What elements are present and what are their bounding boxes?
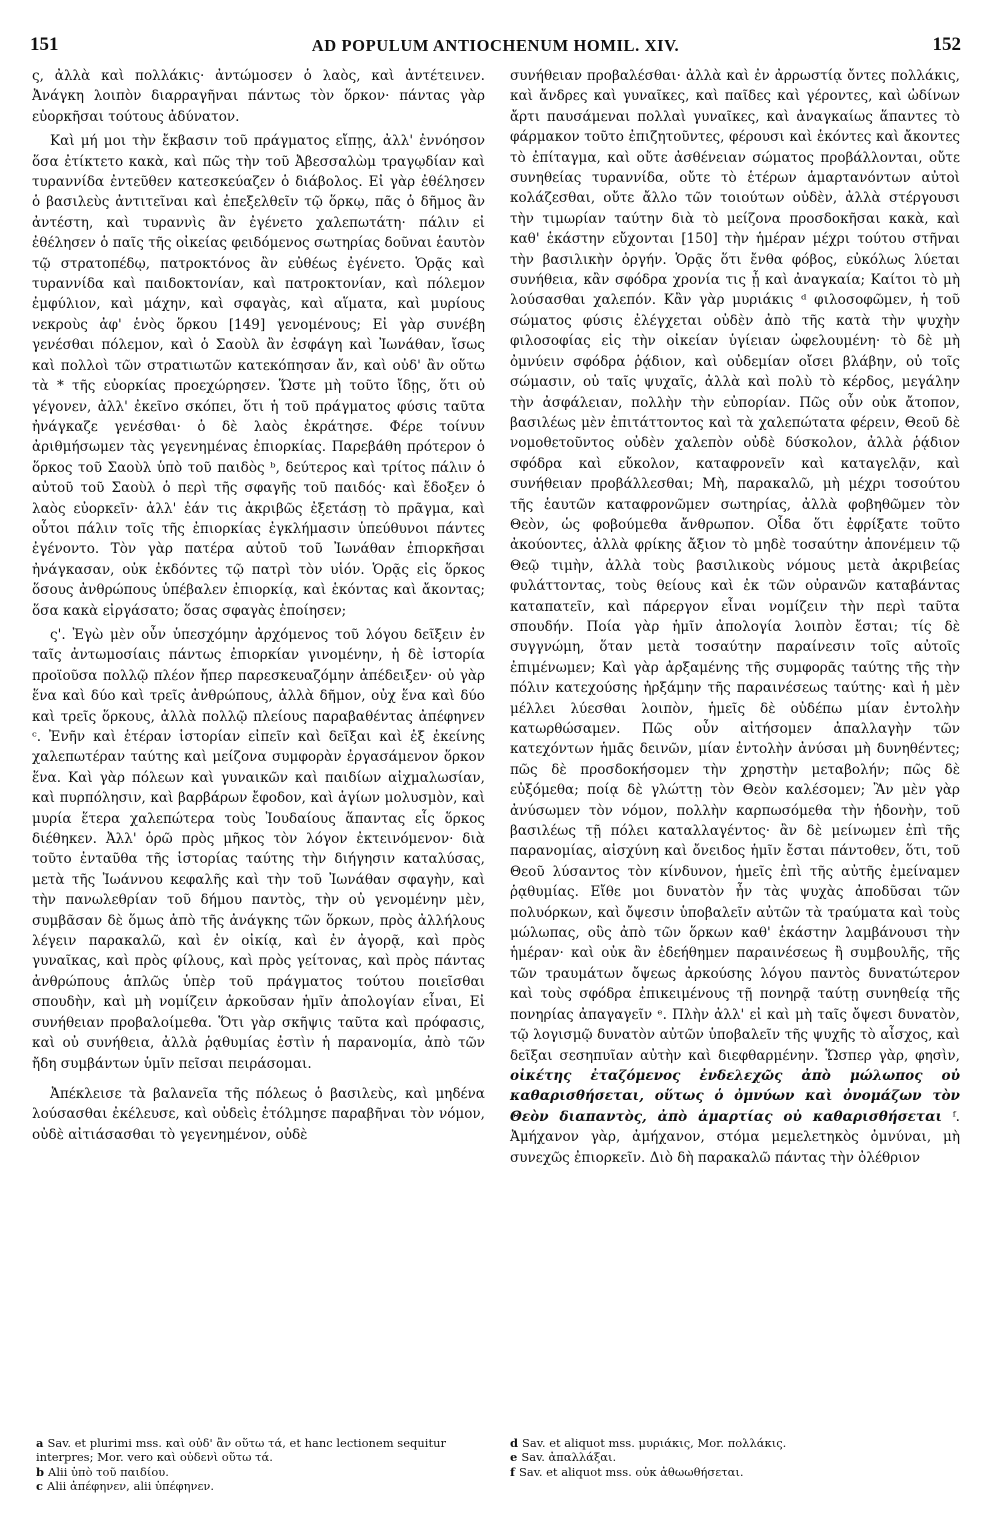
running-header xyxy=(30,34,961,58)
footnote xyxy=(510,1450,950,1464)
footnote-text: Alii ὑπὸ τοῦ παιδίου. xyxy=(48,1464,169,1479)
footnote xyxy=(36,1465,476,1479)
right-text-column xyxy=(510,66,960,1168)
paragraph: Καὶ μή μοι τὴν ἔκβασιν τοῦ πράγματος εἴπῃς, ἀλλ' ἐννόησον ὅσα ἐτίκτετο κακὰ, καὶ πῶς τὴν τοῦ Ἀβεσσαλὼμ τραγῳδίαν καὶ τυραννίδα ἐντεῦθεν κατεσκεύαζεν ὁ διάβολος. Εἰ γὰρ ἐθέλησεν ὁ βασιλεὺς ἀντιτεῖναι καὶ ἐπεξελθεῖν τῷ ὅρκῳ, πᾶς ὁ δῆμος ἂν ἀντέστη, καὶ τυραννὶς ἂν ἐγένετο χαλεπωτάτη· πάλιν εἰ ἐθέλησεν ὁ παῖς τῆς οἰκείας φειδόμενος σωτηρίας δοῦναι ἑαυτὸν τῷ στρατοπέδῳ, πατροκτόνος ἂν εὐθέως ἐγένετο. Ὁρᾷς καὶ τυραννίδα καὶ παιδοκτονίαν, καὶ πατροκτονίαν, καὶ πόλεμον ἐμφύλιον, καὶ μάχην, καὶ σφαγὰς, καὶ αἵματα, καὶ μυρίους νεκροὺς ἀφ' ἑνὸς ὅρκου [149] γενομένους; Εἰ γὰρ συνέβη γενέσθαι πόλεμον, καὶ ὁ Σαοὺλ ἂν ἐσφάγη καὶ Ἰωνάθαν, ἴσως καὶ πολλοὶ τῶν στρατιωτῶν κατεκόπησαν ἄν, καὶ οὐδ' ἂν οὕτω τὰ * τῆς εὐορκίας προεχώρησεν. Ὥστε μὴ τοῦτο ἴδῃς, ὅτι οὐ γέγονεν, ἀλλ' ἐκεῖνο σκόπει, ὅτι ἡ τοῦ πράγματος φύσις ταῦτα ἠνάγκαζε γενέσθαι· ὁ δὲ λαὸς ἐκράτησε. Φέρε τοίνυν ἀριθμήσωμεν τὰς γεγενημένας ἐπιορκίας. Παρεβάθη πρότερον ὁ ὅρκος τοῦ Σαοὺλ ὑπὸ τοῦ παιδὸς ᵇ, δεύτερος καὶ τρίτος πάλιν ὁ αὐτοῦ τοῦ Σαοὺλ ὁ περὶ τῆς σφαγῆς τοῦ παιδός· καὶ ἔδοξεν ὁ λαὸς εὐορκεῖν· ἀλλ' ἐάν τις ἀκριβῶς ἐξετάσῃ τὸ πρᾶγμα, καὶ οὗτοι πάλιν τοῖς τῆς ἐπιορκίας ἐγκλήμασιν ὑπεύθυνοι πάντες ἐγένοντο. Τὸν γὰρ πατέρα αὐτοῦ τοῦ Ἰωνάθαν ἐπιορκῆσαι ἠνάγκασαν, οὐκ ἐκδόντες τῷ πατρὶ τὸν υἱόν. Ὁρᾷς εἰς ὅρκος ὅσους ἀνθρώπους ὑπέβαλεν ἐπιορκίᾳ, καὶ ἑκόντας καὶ ἄκοντας; ὅσα κακὰ εἰργάσατο; ὅσας σφαγὰς ἐποίησεν; xyxy=(32,133,485,619)
text-run: ᶠ. Ἀμήχανον γὰρ, ἀμήχανον, στόμα μεμελετηκὸς ὀμνύναι, μὴ συνεχῶς ἐπιορκεῖν. Διὸ δὴ παρακαλῶ πάντας τὴν ὀλέθριον xyxy=(510,1108,960,1166)
scripture-quotation: οἰκέτης ἐταζόμενος ἐνδελεχῶς ἀπὸ μώλωπος οὐ καθαρισθήσεται, οὕτως ὁ ὀμνύων καὶ ὀνομάζων τὸν Θεὸν διαπαντὸς, ἀπὸ ἁμαρτίας οὐ καθαρισθήσεται xyxy=(510,1067,960,1125)
running-title: AD POPULUM ANTIOCHENUM HOMIL. XIV. xyxy=(311,36,680,55)
footnote-text: Alii ἀπέφηνεν, alii ὑπέφηνεν. xyxy=(47,1479,215,1494)
paragraph: ς, ἀλλὰ καὶ πολλάκις· ἀντώμοσεν ὁ λαὸς, καὶ ἀντέτεινεν. Ἀνάγκη λοιπὸν διαρραγῆναι πάντως τὸν ὅρκον· πάντας γὰρ εὐορκῆσαι τούτους ἀδύνατον. xyxy=(32,68,485,125)
page-number-left: 151 xyxy=(30,34,59,55)
footnote xyxy=(510,1436,950,1450)
footnote xyxy=(36,1436,476,1465)
paragraph: Ἀπέκλεισε τὰ βαλανεῖα τῆς πόλεως ὁ βασιλεὺς, καὶ μηδένα λούσασθαι ἐκέλευσε, καὶ οὐδεὶς ἐτόλμησε παραβῆναι τὸν νόμον, οὐδὲ αἰτιάσασθαι τὸ γεγενημένον, οὐδὲ xyxy=(32,1085,485,1143)
footnotes-left xyxy=(36,1436,476,1494)
footnote-text: Sav. ἀπαλλάξαι. xyxy=(521,1450,617,1465)
footnote xyxy=(510,1465,950,1479)
page-number-right: 152 xyxy=(932,34,961,55)
left-text-column xyxy=(32,66,485,1145)
footnote-mark: e xyxy=(510,1450,518,1465)
footnote-mark: c xyxy=(36,1479,44,1494)
footnote xyxy=(36,1479,476,1493)
footnote-text: Sav. et plurimi mss. καὶ οὐδ' ἂν οὕτω τά, et hanc lectionem sequitur interpres; Mor. vero καὶ οὐδενὶ οὕτω τά. xyxy=(36,1436,446,1465)
footnote-mark: d xyxy=(510,1436,519,1450)
footnote-mark: b xyxy=(36,1464,45,1479)
footnote-mark: a xyxy=(36,1436,44,1450)
footnote-mark: f xyxy=(510,1464,515,1479)
paragraph xyxy=(510,66,960,1168)
footnotes-right xyxy=(510,1436,950,1479)
footnote-text: Sav. et aliquot mss. μυριάκις, Mor. πολλάκις. xyxy=(522,1436,787,1450)
paragraph: ς'. Ἐγὼ μὲν οὖν ὑπεσχόμην ἀρχόμενος τοῦ λόγου δεῖξειν ἐν ταῖς ἀντωμοσίαις πάντως ἐπιορκίαν γινομένην, ἡ δὲ ἱστορία προϊοῦσα πολλῷ πλέον ἤπερ παρεσκευαζόμην ἀπέδειξεν· οὐ γὰρ ἕνα καὶ δύο καὶ τρεῖς ἀνθρώπους, ἀλλὰ δῆμον, οὐχ ἕνα καὶ δύο καὶ τρεῖς ὅρκους, ἀλλὰ πολλῷ πλείους παραβαθέντας ἀπέφηνεν ᶜ. Ἐνῆν καὶ ἑτέραν ἱστορίαν εἰπεῖν καὶ δεῖξαι καὶ ἐξ ἐκείνης χαλεπωτέραν ταύτης καὶ μείζονα συμφορὰν ἐργασάμενον ὅρκον ἕνα. Καὶ γὰρ πόλεων καὶ γυναικῶν καὶ παιδίων αἰχμαλωσίαν, καὶ πυρπόλησιν, καὶ βαρβάρων ἔφοδον, καὶ ἁγίων μολυσμὸν, καὶ μυρία ἕτερα χαλεπώτερα τοὺς Ἰουδαίους ἅπαντας εἷς ὅρκος διέθηκεν. Ἀλλ' ὁρῶ πρὸς μῆκος τὸν λόγον ἐκτεινόμενον· διὰ τοῦτο ἐνταῦθα τῆς ἱστορίας ταύτης τὴν διήγησιν καταλύσας, μετὰ τῆς Ἰωάννου κεφαλῆς καὶ τὴν τοῦ Ἰωνάθαν σφαγὴν, καὶ τὴν πανωλεθρίαν τοῦ δήμου παντὸς, τὴν οὐ γενομένην μὲν, συμβᾶσαν δὲ ὅμως ἀπὸ τῆς ἀνάγκης τῶν ὅρκων, πρὸς ἀλλήλους λέγειν παρακαλῶ, καὶ ἐν οἰκίᾳ, καὶ ἐν ἀγορᾷ, καὶ πρὸς γυναῖκας, καὶ πρὸς φίλους, καὶ πρὸς γείτονας, καὶ πρὸς πάντας ἀνθρώπους ἁπλῶς ὑπὲρ τοῦ πράγματος τούτου ποιεῖσθαι σπουδὴν, καὶ μὴ νομίζειν ἀρκοῦσαν ἡμῖν ἀπολογίαν εἶναι, Εἰ συνήθειαν προβαλοίμεθα. Ὅτι γὰρ σκῆψις ταῦτα καὶ πρόφασις, καὶ οὐ συνήθεια, ἀλλὰ ῥᾳθυμίας ἐστὶν ἡ παρανομία, ἀπὸ τῶν ἤδη συμβάντων ὑμῖν πεῖσαι πειράσομαι. xyxy=(32,626,485,1072)
text-run: συνήθειαν προβαλέσθαι· ἀλλὰ καὶ ἐν ἀρρωστίᾳ ὄντες πολλάκις, καὶ ἄνδρες καὶ γυναῖκες, καὶ παῖδες καὶ γέροντες, καὶ ὠδίνων ἄρτι παυσάμεναι πολλαὶ γυναῖκες, καὶ ἀναγκαίως ἅπαντες τὸ φάρμακον τοῦτο ἐπιζητοῦντες, φέρουσι καὶ ἑκόντες καὶ ἄκοντες τὸ ἐπίταγμα, καὶ οὔτε ἀσθένειαν σώματος προβάλλονται, οὔτε συνηθείας τυραννίδα, οὔτε τὸ ἑτέρων ἁμαρτανόντων αὐτοὶ κολάζεσθαι, οὔτε ἄλλο τῶν τοιούτων οὐδὲν, ἀλλὰ στέργουσι τὴν τιμωρίαν ταύτην διὰ τὸ μείζονα προσδοκῆσαι κακὰ, καὶ καθ' ἑκάστην εὔχονται [150] τὴν ἡμέραν μέχρι τούτου στῆναι τὴν βασιλικὴν ὀργήν. Ὁρᾷς ὅτι ἔνθα φόβος, εὐκόλως λύεται συνήθεια, κἂν σφόδρα χρονία τις ᾖ καὶ ἀναγκαία; Καίτοι τὸ μὴ λούσασθαι χαλεπόν. Κἂν γὰρ μυριάκις ᵈ φιλοσοφῶμεν, ἡ τοῦ σώματος φύσις ἐλέγχεται οὐδὲν ἀπὸ τῆς κατὰ τὴν ψυχὴν φιλοσοφίας εἰς τὴν οἰκείαν ὑγίειαν ὠφελουμένη· τὸ δὲ μὴ ὀμνύειν σφόδρα ῥᾴδιον, καὶ οὐδεμίαν οἴσει βλάβην, οὐ τοῖς σώμασιν, οὐ ταῖς ψυχαῖς, ἀλλὰ καὶ πολὺ τὸ κέρδος, μεγάλην τὴν ἀσφάλειαν, πολλὴν τὴν εὐπορίαν. Πῶς οὖν οὐκ ἄτοπον, βασιλέως μὲν ἐπιτάττοντος καὶ τὰ χαλεπώτατα φέρειν, Θεοῦ δὲ νομοθετοῦντος οὐδὲν χαλεπὸν οὐδὲ δύσκολον, ἀλλὰ ῥᾴδιον σφόδρα καὶ εὔκολον, καταφρονεῖν καὶ καταγελᾷν, καὶ συνήθειαν προβάλλεσθαι; Μὴ, παρακαλῶ, μὴ μέχρι τοσούτου τῆς ἑαυτῶν καταφρονῶμεν σωτηρίας, ἀλλὰ φοβηθῶμεν τὸν Θεὸν, ὡς φοβούμεθα ἄνθρωπον. Οἶδα ὅτι ἐφρίξατε τοῦτο ἀκούοντες, ἀλλὰ φρίκης ἄξιον τὸ μηδὲ τοσαύτην ἀπονέμειν τῷ Θεῷ τιμὴν, ἀλλὰ τοὺς βασιλικοὺς νόμους μετὰ ἀκριβείας φυλάττοντας, τοὺς θείους καὶ ἐκ τῶν οὐρανῶν καταβάντας καταπατεῖν, καὶ πάρεργον εἶναι νομίζειν τὴν περὶ ταῦτα σπουδήν. Ποία γὰρ ἡμῖν ἀπολογία λοιπὸν ἔσται; τίς δὲ συγγνώμη, ὅταν μετὰ τοσαύτην παραίνεσιν τοῖς αὐτοῖς ἐπιμένωμεν; Καὶ γὰρ ἀρξαμένης τῆς συμφορᾶς ταύτης τῆς τὴν πόλιν κατεχούσης ἠρξάμην τῆς παραινέσεως ταύτης· καὶ ἡ μὲν μέλλει λύεσθαι λοιπὸν, ἡμεῖς δὲ οὐδέπω μίαν ἐντολὴν κατωρθώσαμεν. Πῶς οὖν αἰτήσομεν ἀπαλλαγὴν τῶν κατεχόντων ἡμᾶς δεινῶν, μίαν ἐντολὴν ἀνύσαι μὴ δυνηθέντες; πῶς δὲ προσδοκήσομεν τὴν χρηστὴν μεταβολήν; πῶς δὲ εὐξόμεθα; ποίᾳ δὲ γλώττῃ τὸν Θεὸν καλέσομεν; Ἂν μὲν γὰρ ἀνύσωμεν τὸν νόμον, πολλὴν καρπωσόμεθα τὴν ἡδονὴν, τοῦ βασιλέως τῇ πόλει καταλλαγέντος· ἂν δὲ μείνωμεν ἐπὶ τῆς παρανομίας, αἰσχύνη καὶ ὄνειδος ἡμῖν ἔσται πάντοθεν, ὅτι, τοῦ Θεοῦ λύσαντος τὸν κίνδυνον, ἡμεῖς ἐπὶ τῆς αὐτῆς ἐμείναμεν ῥᾳθυμίας. Εἴθε μοι δυνατὸν ἦν τὰς ψυχὰς ἀποδῦσαι τῶν πολυόρκων, καὶ ὄψεσιν ὑποβαλεῖν αὐτῶν τὰ τραύματα καὶ τοὺς μώλωπας, οὓς ἀπὸ τῶν ὅρκων καθ' ἑκάστην λαμβάνουσι τὴν ἡμέραν· καὶ οὐκ ἂν ἐδεήθημεν παραινέσεως ἢ συμβουλῆς, τῆς τῶν τραυμάτων ὄψεως ἀρκούσης λόγου παντὸς δυνατώτερον καὶ τοὺς σφόδρα ἐπικειμένους τῇ πονηρᾷ ταύτῃ συνηθείᾳ τῆς πονηρίας ἀπαγαγεῖν ᵉ. Πλὴν ἀλλ' εἰ καὶ μὴ ταῖς ὄψεσι δυνατὸν, τῷ λογισμῷ δυνατὸν αὐτῶν ὑποβαλεῖν τῆς ψυχῆς τὸ αἶσχος, καὶ δεῖξαι σεσηπυῖαν αὐτὴν καὶ διεφθαρμένην. Ὥσπερ γὰρ, φησὶν, xyxy=(510,68,960,1064)
footnote-text: Sav. et aliquot mss. οὐκ ἀθωωθήσεται. xyxy=(518,1464,744,1479)
